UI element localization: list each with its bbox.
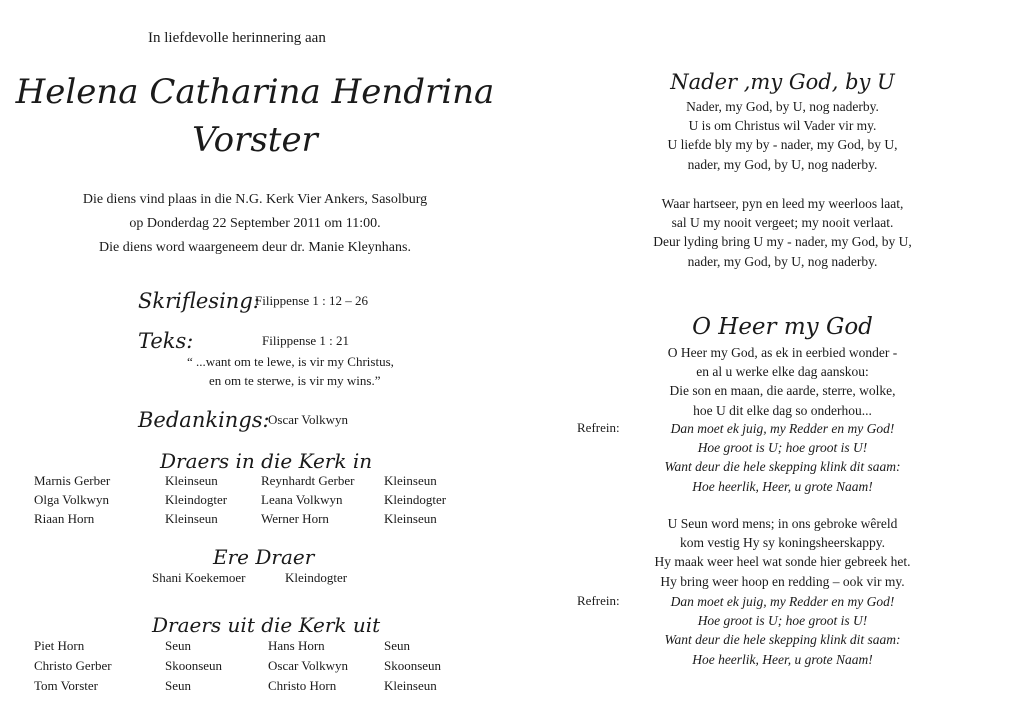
- verse-line: Die son en maan, die aarde, sterre, wolke,: [669, 383, 896, 399]
- verse-line: O Heer my God, as ek in eerbied wonder -: [667, 345, 898, 360]
- table-cell: Kleinseun: [384, 473, 437, 488]
- table-cell: Kleindogter: [165, 492, 228, 507]
- verse-line: Hy bring weer hoop en redding – ook vir my.: [660, 573, 905, 589]
- verse-line: Hy maak weer heel wat sonde hier gebreek het.: [654, 554, 911, 570]
- hymn2-refrain-1: [560, 419, 1005, 496]
- table-cell: Reynhardt Gerber: [261, 473, 355, 488]
- verse-line: hoe U dit elke dag so onderhou...: [693, 402, 872, 418]
- table-cell: Seun: [165, 678, 191, 693]
- skriflesing-label: Skriflesing:: [138, 289, 260, 313]
- table-cell: Kleinseun: [384, 678, 437, 693]
- refrain-line: Dan moet ek juig, my Redder en my God!: [670, 594, 895, 609]
- table-cell: Kleinseun: [384, 511, 437, 526]
- verse-line: nader, my God, by U, nog naderby.: [687, 156, 878, 172]
- verse-line: kom vestig Hy sy koningsheerskappy.: [680, 535, 885, 551]
- refrain-line: Hoe groot is U; hoe groot is U!: [697, 613, 868, 629]
- refrain-line: Hoe heerlik, Heer, u grote Naam!: [692, 651, 873, 667]
- refrain-line: Dan moet ek juig, my Redder en my God!: [670, 421, 895, 436]
- deceased-name-line1: Helena Catharina Hendrina: [15, 72, 495, 112]
- verse-line: en al u werke elke dag aanskou:: [696, 364, 869, 380]
- hymn2-verse1: [560, 343, 1005, 420]
- refrain-label: Refrein:: [577, 420, 620, 435]
- hymn2-title: O Heer my God: [692, 314, 873, 340]
- teks-label: Teks:: [138, 329, 194, 353]
- table-cell: Riaan Horn: [34, 511, 95, 526]
- verse-line: U liefde bly my by - nader, my God, by U,: [667, 137, 898, 153]
- service-location: Die diens vind plaas in die N.G. Kerk Vier Ankers, Sasolburg: [82, 192, 428, 207]
- table-cell: Seun: [384, 638, 410, 653]
- hymn2-verse2: [560, 514, 1005, 591]
- table-cell: Hans Horn: [268, 638, 325, 653]
- refrain-line: Want deur die hele skepping klink dit saam:: [664, 632, 901, 648]
- teks-quote-line2: en om te sterwe, is vir my wins.”: [209, 373, 381, 388]
- table-cell: Werner Horn: [261, 511, 329, 526]
- refrain-line: Hoe heerlik, Heer, u grote Naam!: [692, 478, 873, 494]
- table-cell: Tom Vorster: [34, 678, 98, 693]
- intro-text: In liefdevolle herinnering aan: [148, 30, 326, 46]
- draers-uit-title: Draers uit die Kerk uit: [152, 613, 381, 637]
- bedankings-value: Oscar Volkwyn: [268, 412, 349, 427]
- table-cell: Leana Volkwyn: [261, 492, 343, 507]
- table-cell: Seun: [165, 638, 191, 653]
- table-cell: Christo Horn: [268, 678, 337, 693]
- verse-line: sal U my nooit vergeet; my nooit verlaat.: [671, 215, 894, 231]
- table-cell: Olga Volkwyn: [34, 492, 109, 507]
- table-cell: Skoonseun: [384, 658, 442, 673]
- ere-draer-relation: Kleindogter: [285, 570, 348, 585]
- refrain-label: Refrein:: [577, 593, 620, 608]
- service-officiant: Die diens word waargeneem deur dr. Manie Kleynhans.: [99, 240, 411, 255]
- ere-draer-name: Shani Koekemoer: [152, 570, 246, 585]
- hymn1-verse2: [560, 194, 1005, 271]
- hymn1-title: Nader ,my God, by U: [670, 70, 895, 94]
- ere-draer-title: Ere Draer: [213, 545, 315, 569]
- bedankings-label: Bedankings:: [138, 408, 270, 432]
- draers-in-title: Draers in die Kerk in: [160, 449, 373, 473]
- teks-reference: Filippense 1 : 21: [262, 333, 350, 348]
- hymn2-refrain-2: [560, 592, 1005, 669]
- table-cell: Marnis Gerber: [34, 473, 111, 488]
- verse-line: U is om Christus wil Vader vir my.: [688, 118, 877, 134]
- table-cell: Piet Horn: [34, 638, 85, 653]
- table-cell: Kleinseun: [165, 511, 218, 526]
- table-cell: Oscar Volkwyn: [268, 658, 349, 673]
- verse-line: nader, my God, by U, nog naderby.: [687, 253, 878, 269]
- deceased-name-line2: Vorster: [192, 120, 318, 160]
- refrain-line: Want deur die hele skepping klink dit saam:: [664, 459, 901, 475]
- service-date: op Donderdag 22 September 2011 om 11:00.: [129, 216, 381, 231]
- hymn1-verse1: [560, 97, 1005, 174]
- table-cell: Skoonseun: [165, 658, 223, 673]
- verse-line: Deur lyding bring U my - nader, my God, by U,: [653, 234, 912, 250]
- table-cell: Christo Gerber: [34, 658, 112, 673]
- verse-line: Waar hartseer, pyn en leed my weerloos laat,: [661, 196, 904, 211]
- verse-line: U Seun word mens; in ons gebroke wêreld: [667, 516, 898, 531]
- teks-quote-line1: “ ...want om te lewe, is vir my Christus,: [187, 354, 394, 369]
- skriflesing-value: Filippense 1 : 12 – 26: [255, 293, 369, 308]
- table-cell: Kleindogter: [384, 492, 447, 507]
- table-cell: Kleinseun: [165, 473, 218, 488]
- verse-line: Nader, my God, by U, nog naderby.: [686, 99, 879, 114]
- refrain-line: Hoe groot is U; hoe groot is U!: [697, 440, 868, 456]
